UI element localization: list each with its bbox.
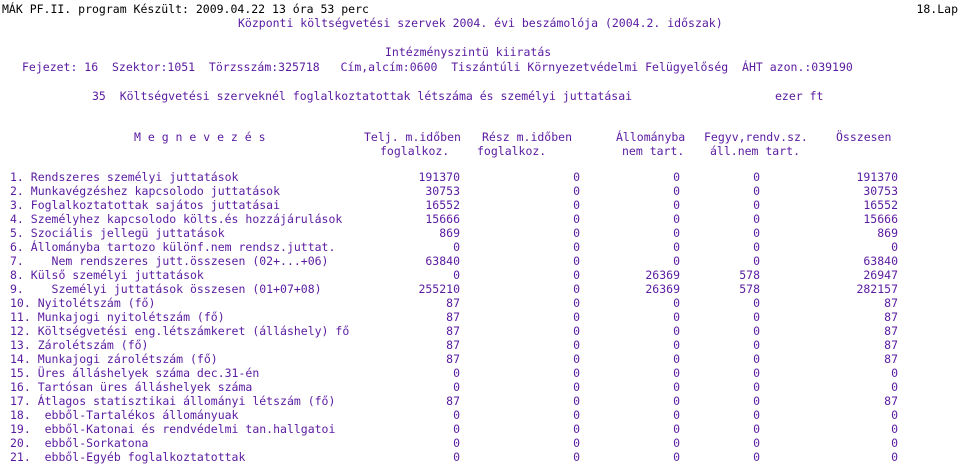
cell-armed-forces: 0	[753, 198, 760, 212]
row-label: 19. ebből-Katonai és rendvédelmi tan.hallgatoi	[10, 422, 336, 436]
cell-part-time: 0	[573, 282, 580, 296]
table-row	[0, 184, 960, 198]
table-row	[0, 282, 960, 296]
cell-total: 15666	[863, 212, 898, 226]
cell-armed-forces: 0	[753, 212, 760, 226]
table-row	[0, 380, 960, 394]
cell-not-on-staff: 0	[673, 198, 680, 212]
cell-full-time: 0	[453, 436, 460, 450]
column-header-c1-line1: Telj. m.időben	[364, 130, 461, 144]
row-label: 7. Nem rendszeres jutt.összesen (02+...+06)	[10, 254, 329, 268]
cell-part-time: 0	[573, 184, 580, 198]
table-row	[0, 198, 960, 212]
row-label: 5. Szociális jellegü juttatások	[10, 226, 225, 240]
row-label: 17. Átlagos statisztikai állományi létszám (fő)	[10, 394, 336, 408]
cell-not-on-staff: 0	[673, 170, 680, 184]
cell-not-on-staff: 0	[673, 352, 680, 366]
column-header-c5-line1: Összesen	[836, 130, 892, 144]
cell-part-time: 0	[573, 422, 580, 436]
cell-not-on-staff: 0	[673, 212, 680, 226]
cell-armed-forces: 0	[753, 366, 760, 380]
cell-armed-forces: 0	[753, 170, 760, 184]
cell-full-time: 87	[446, 310, 460, 324]
cell-part-time: 0	[573, 450, 580, 464]
cell-full-time: 255210	[418, 282, 460, 296]
row-label: 18. ebből-Tartalékos állományuak	[10, 408, 239, 422]
unit-label: ezer ft	[775, 89, 824, 103]
table-row	[0, 296, 960, 310]
table-row	[0, 450, 960, 464]
cell-not-on-staff: 0	[673, 226, 680, 240]
column-header-c2-line1: Rész m.időben	[482, 130, 573, 144]
cell-part-time: 0	[573, 324, 580, 338]
cell-not-on-staff: 26369	[645, 282, 680, 296]
cell-not-on-staff: 0	[673, 436, 680, 450]
cell-full-time: 0	[453, 268, 460, 282]
table-row	[0, 254, 960, 268]
row-label: 3. Foglalkoztatottak sajátos juttatásai	[10, 198, 281, 212]
cell-armed-forces: 0	[753, 450, 760, 464]
table-row	[0, 408, 960, 422]
cell-not-on-staff: 0	[673, 184, 680, 198]
cell-part-time: 0	[573, 296, 580, 310]
cell-full-time: 869	[439, 226, 460, 240]
cell-part-time: 0	[573, 338, 580, 352]
page-number: 18.Lap	[916, 2, 958, 16]
cell-part-time: 0	[573, 226, 580, 240]
cell-total: 87	[884, 296, 898, 310]
cell-full-time: 30753	[425, 184, 460, 198]
cell-not-on-staff: 0	[673, 338, 680, 352]
cell-full-time: 87	[446, 352, 460, 366]
column-header-name: M e g n e v e z é s	[134, 130, 266, 144]
cell-not-on-staff: 0	[673, 310, 680, 324]
cell-armed-forces: 0	[753, 408, 760, 422]
section-title: 35 Költségvetési szerveknél foglalkoztatottak létszáma és személyi juttatásai	[92, 89, 633, 103]
cell-total: 87	[884, 352, 898, 366]
cell-part-time: 0	[573, 198, 580, 212]
cell-armed-forces: 0	[753, 184, 760, 198]
cell-total: 0	[891, 422, 898, 436]
cell-part-time: 0	[573, 436, 580, 450]
cell-armed-forces: 578	[739, 268, 760, 282]
cell-full-time: 63840	[425, 254, 460, 268]
cell-total: 0	[891, 240, 898, 254]
cell-total: 30753	[863, 184, 898, 198]
cell-full-time: 15666	[425, 212, 460, 226]
table-row	[0, 324, 960, 338]
cell-not-on-staff: 0	[673, 394, 680, 408]
cell-total: 16552	[863, 198, 898, 212]
table-row	[0, 422, 960, 436]
cell-part-time: 0	[573, 170, 580, 184]
cell-armed-forces: 0	[753, 296, 760, 310]
cell-part-time: 0	[573, 408, 580, 422]
row-label: 2. Munkavégzéshez kapcsolodo juttatások	[10, 184, 281, 198]
level-label: Intézményszintü kiiratás	[385, 45, 552, 59]
row-label: 6. Állományba tartozo különf.nem rendsz.juttat.	[10, 240, 336, 254]
cell-total: 869	[877, 226, 898, 240]
row-label: 11. Munkajogi nyitolétszám (fő)	[10, 310, 225, 324]
cell-part-time: 0	[573, 352, 580, 366]
row-label: 20. ebből-Sorkatona	[10, 436, 149, 450]
table-row	[0, 226, 960, 240]
cell-not-on-staff: 0	[673, 380, 680, 394]
cell-armed-forces: 0	[753, 254, 760, 268]
cell-full-time: 16552	[425, 198, 460, 212]
cell-full-time: 87	[446, 324, 460, 338]
table-row	[0, 310, 960, 324]
cell-not-on-staff: 0	[673, 450, 680, 464]
cell-full-time: 87	[446, 338, 460, 352]
cell-full-time: 0	[453, 380, 460, 394]
row-label: 16. Tartósan üres álláshelyek száma	[10, 380, 253, 394]
row-label: 8. Külső személyi juttatások	[10, 268, 204, 282]
table-row	[0, 366, 960, 380]
cell-not-on-staff: 0	[673, 422, 680, 436]
report-header-left: MÁK PF.II. program Készült: 2009.04.22 13 óra 53 perc	[2, 2, 369, 16]
cell-full-time: 191370	[418, 170, 460, 184]
cell-part-time: 0	[573, 310, 580, 324]
cell-full-time: 0	[453, 366, 460, 380]
row-label: 10. Nyitolétszám (fő)	[10, 296, 156, 310]
row-label: 9. Személyi juttatások összesen (01+07+08)	[10, 282, 322, 296]
cell-part-time: 0	[573, 254, 580, 268]
cell-not-on-staff: 0	[673, 254, 680, 268]
cell-full-time: 0	[453, 422, 460, 436]
cell-total: 0	[891, 436, 898, 450]
column-header-c4-line1: Fegyv,rendv.sz.	[704, 130, 808, 144]
cell-not-on-staff: 0	[673, 240, 680, 254]
cell-armed-forces: 0	[753, 226, 760, 240]
table-row	[0, 394, 960, 408]
cell-armed-forces: 0	[753, 324, 760, 338]
cell-part-time: 0	[573, 240, 580, 254]
cell-full-time: 87	[446, 296, 460, 310]
row-label: 4. Személyhez kapcsolodo költs.és hozzájárulások	[10, 212, 343, 226]
cell-total: 87	[884, 310, 898, 324]
row-label: 21. ebből-Egyéb foglalkoztatottak	[10, 450, 246, 464]
cell-full-time: 87	[446, 394, 460, 408]
cell-not-on-staff: 0	[673, 408, 680, 422]
cell-armed-forces: 0	[753, 338, 760, 352]
row-label: 15. Üres álláshelyek száma dec.31-én	[10, 366, 260, 380]
cell-full-time: 0	[453, 450, 460, 464]
cell-not-on-staff: 0	[673, 366, 680, 380]
table-row	[0, 436, 960, 450]
cell-part-time: 0	[573, 380, 580, 394]
cell-not-on-staff: 0	[673, 324, 680, 338]
cell-armed-forces: 0	[753, 422, 760, 436]
cell-total: 26947	[863, 268, 898, 282]
column-header-c1-line2: foglalkoz.	[380, 144, 450, 158]
table-row	[0, 212, 960, 226]
cell-full-time: 0	[453, 240, 460, 254]
cell-total: 191370	[856, 170, 898, 184]
cell-armed-forces: 0	[753, 436, 760, 450]
cell-total: 87	[884, 394, 898, 408]
cell-total: 0	[891, 366, 898, 380]
table-row	[0, 240, 960, 254]
row-label: 12. Költségvetési eng.létszámkeret (álláshely) fő	[10, 324, 350, 338]
cell-total: 87	[884, 338, 898, 352]
cell-full-time: 0	[453, 408, 460, 422]
cell-armed-forces: 578	[739, 282, 760, 296]
cell-not-on-staff: 26369	[645, 268, 680, 282]
table-row	[0, 268, 960, 282]
table-row	[0, 338, 960, 352]
cell-total: 282157	[856, 282, 898, 296]
cell-part-time: 0	[573, 366, 580, 380]
row-label: 13. Zárolétszám (fő)	[10, 338, 149, 352]
column-header-c2-line2: foglalkoz.	[477, 144, 547, 158]
cell-total: 0	[891, 380, 898, 394]
report-subtitle: Központi költségvetési szervek 2004. évi beszámolója (2004.2. időszak)	[238, 16, 723, 30]
column-header-c3-line1: Állományba	[616, 130, 686, 144]
cell-part-time: 0	[573, 212, 580, 226]
table-row	[0, 352, 960, 366]
cell-armed-forces: 0	[753, 310, 760, 324]
row-label: 14. Munkajogi zárolétszám (fő)	[10, 352, 218, 366]
row-label: 1. Rendszeres személyi juttatások	[10, 170, 239, 184]
cell-total: 0	[891, 450, 898, 464]
organization-line: Fejezet: 16 Szektor:1051 Törzsszám:325718 Cím,alcím:0600 Tiszántúli Környezetvédelmi Felügyelőség ÁHT azon.:039190	[22, 60, 853, 74]
cell-armed-forces: 0	[753, 240, 760, 254]
cell-part-time: 0	[573, 394, 580, 408]
table-row	[0, 170, 960, 184]
cell-not-on-staff: 0	[673, 296, 680, 310]
cell-armed-forces: 0	[753, 352, 760, 366]
column-header-c3-line2: nem tart.	[622, 144, 685, 158]
cell-part-time: 0	[573, 268, 580, 282]
cell-total: 0	[891, 408, 898, 422]
cell-total: 87	[884, 324, 898, 338]
cell-armed-forces: 0	[753, 380, 760, 394]
cell-armed-forces: 0	[753, 394, 760, 408]
cell-total: 63840	[863, 254, 898, 268]
column-header-c4-line2: áll.nem tart.	[710, 144, 801, 158]
